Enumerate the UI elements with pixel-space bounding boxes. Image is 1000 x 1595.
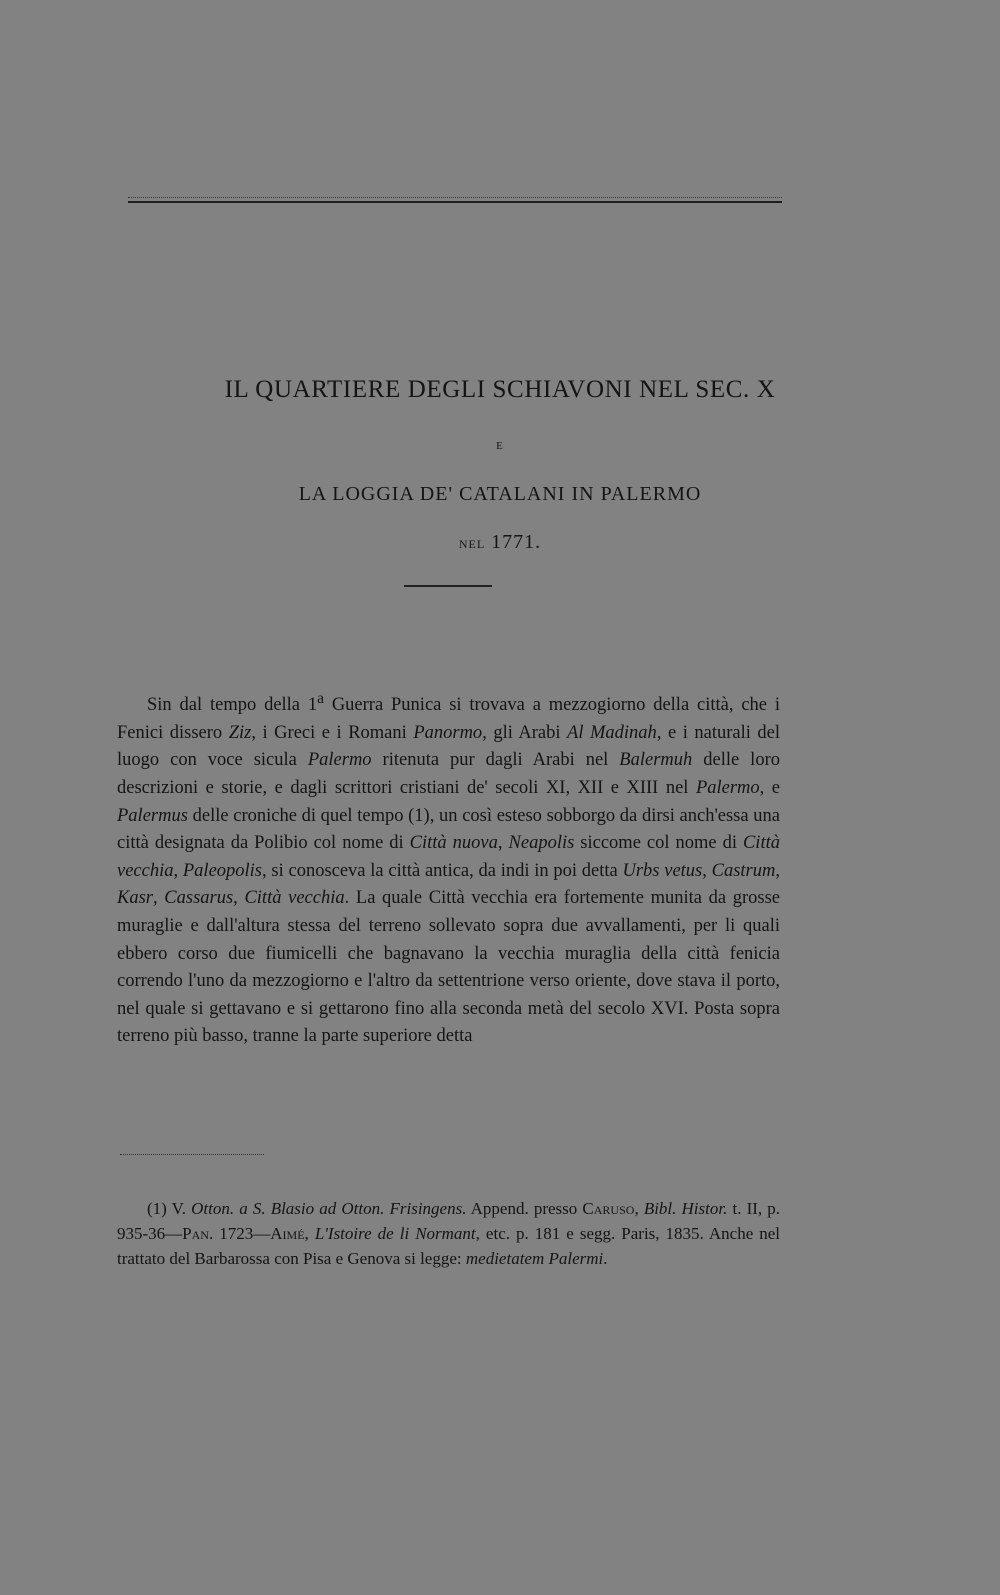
page-title: IL QUARTIERE DEGLI SCHIAVONI NEL SEC. X xyxy=(224,376,776,403)
footnote: (1) V. Otton. a S. Blasio ad Otton. Frisingens. Append. presso Caruso, Bibl. Histor. t. II, p. 935-36—Pan. 1723—Aimé, L'Istoire de li Normant, etc. p. 181 e segg. Paris, 1835. Anche nel trattato del Barbarossa con Pisa e Genova si legge: medietatem Palermi. xyxy=(117,1199,781,1268)
year: 1771. xyxy=(491,531,542,553)
title-conjunction: E xyxy=(496,440,504,452)
header-double-rule xyxy=(128,197,782,203)
title-year-line xyxy=(0,531,1000,554)
title-divider xyxy=(404,585,492,587)
body-paragraph: Sin dal tempo della 1$^a$ Guerra Punica si trovava a mezzogiorno della città, che i Fenici dissero Ziz, i Greci e i Romani Panormo, gli Arabi Al Madinah, e i naturali del luogo con voce sicula Palermo ritenuta pur dagli Arabi nel Balermuh delle loro descrizioni e storie, e dagli scrittori cristiani de' secoli XI, XII e XIII nel Palermo, e Palermus delle croniche di quel tempo (1), un così esteso sobborgo da dirsi anch'essa una città designata da Polibio col nome di Città nuova, Neapolis siccome col nome di Città vecchia, Paleopolis, si conosceva la città antica, da indi in poi detta Urbs vetus, Castrum, Kasr, Cassarus, Città vecchia. La quale Città vecchia era fortemente munita da grosse muraglie e dall'altura stessa del terreno sollevato sopra due avvallamenti, per li quali ebbero corso due fiumicelli che bagnavano la vecchia muraglia della città fenicia correndo l'uno da mezzogiorno e l'altro da settentrione verso oriente, dove stava il porto, nel quale si gettavano e si gettarono fino alla seconda metà del secolo XVI. Posta sopra terreno più basso, tranne la parte superiore detta xyxy=(117,690,781,1047)
footnote-divider xyxy=(120,1154,264,1155)
page-subtitle: LA LOGGIA DE' CATALANI IN PALERMO xyxy=(298,483,702,505)
year-prefix: NEL xyxy=(458,537,486,551)
